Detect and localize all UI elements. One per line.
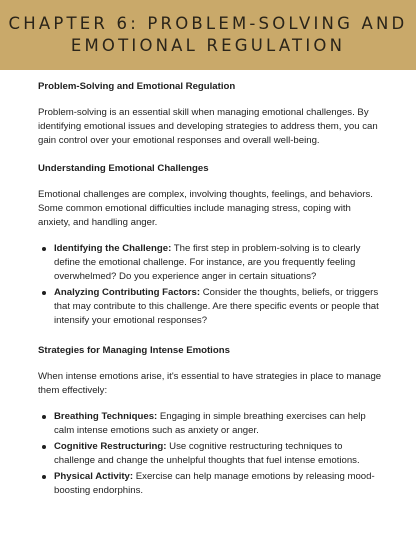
list-item-text: Use cognitive restructuring techniques to challenge and change the unhelpful thoughts that fuel intense emotions. <box>54 441 360 466</box>
list-item <box>38 470 384 498</box>
bullet-list <box>38 242 384 328</box>
list-item-term: Breathing Techniques: <box>54 411 158 422</box>
bullet-dot-icon <box>42 247 46 251</box>
list-item <box>38 440 384 468</box>
document-body <box>38 80 384 500</box>
bullet-dot-icon <box>42 415 46 419</box>
bullet-dot-icon <box>42 291 46 295</box>
list-item-term: Cognitive Restructuring: <box>54 441 167 452</box>
section-heading: Understanding Emotional Challenges <box>38 163 209 174</box>
list-item-text: The first step in problem-solving is to clearly define the emotional challenge. For instance, are you frequently feeling overwhelmed? Do you experience anger in certain situations? <box>54 243 361 282</box>
list-item <box>38 286 384 328</box>
section-paragraph: Problem-solving is an essential skill when managing emotional challenges. By identifying emotional issues and developing strategies to address them, you can gain control over your emotional responses and overall well-being. <box>38 107 378 146</box>
chapter-header <box>0 0 416 70</box>
section-paragraph: Emotional challenges are complex, involving thoughts, feelings, and behaviors. Some common emotional difficulties include managing stress, coping with anxiety, and handling anger. <box>38 189 373 228</box>
list-item <box>38 242 384 284</box>
section-paragraph: When intense emotions arise, it's essential to have strategies in place to manage them effectively: <box>38 371 382 396</box>
list-item-term: Identifying the Challenge: <box>54 243 172 254</box>
section-heading: Strategies for Managing Intense Emotions <box>38 345 230 356</box>
bullet-dot-icon <box>42 445 46 449</box>
section-heading: Problem-Solving and Emotional Regulation <box>38 81 236 92</box>
list-item-text: Exercise can help manage emotions by releasing mood-boosting endorphins. <box>54 471 375 496</box>
list-item-term: Physical Activity: <box>54 471 134 482</box>
list-item <box>38 410 384 438</box>
chapter-title-line-1: CHAPTER 6: PROBLEM-SOLVING AND <box>8 14 408 33</box>
bullet-list <box>38 410 384 498</box>
chapter-title-line-2: EMOTIONAL REGULATION <box>70 36 346 55</box>
list-item-text: Consider the thoughts, beliefs, or triggers that may contribute to this challenge. Are there specific events or people that intensify your emotional responses? <box>54 287 379 326</box>
list-item-term: Analyzing Contributing Factors: <box>54 287 201 298</box>
chapter-title <box>9 13 408 57</box>
bullet-dot-icon <box>42 475 46 479</box>
list-item-text: Engaging in simple breathing exercises can help calm intense emotions such as anxiety or anger. <box>54 411 366 436</box>
